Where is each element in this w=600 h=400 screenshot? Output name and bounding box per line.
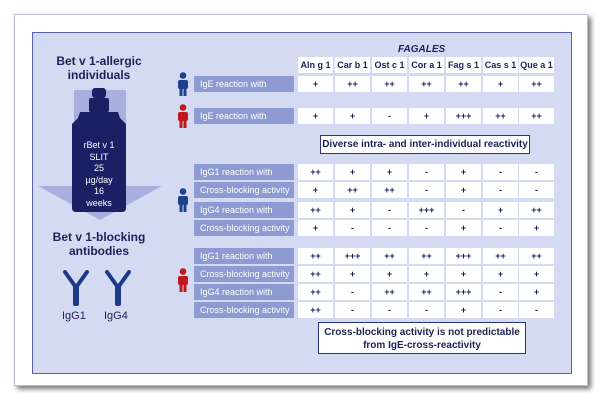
person-blue-icon [176,188,190,212]
table-cell: - [519,164,554,180]
column-header: Fag s 1 [446,57,481,73]
table-cell: ++ [446,76,481,92]
table-cell: + [409,266,444,282]
igg4-label: IgG4 [104,310,128,322]
table-cell: + [335,164,370,180]
row-label: Cross-blocking activity [194,266,294,282]
blocking-antibodies-title [40,230,158,258]
table-cell: + [335,108,370,124]
column-header: Cas s 1 [483,57,518,73]
vial-line: weeks [86,197,112,208]
igg1-label: IgG1 [62,310,86,322]
table-cell: ++ [409,76,444,92]
row-label: Cross-blocking activity [194,302,294,318]
table-cell: - [335,284,370,300]
table-cell: ++ [519,108,554,124]
row-label: IgE reaction with [194,76,294,92]
table-cell: - [483,284,518,300]
table-cell: + [446,182,481,198]
table-cell: + [298,220,333,236]
table-cell: ++ [372,248,407,264]
table-cell: - [372,302,407,318]
allergic-individuals-title [46,54,152,82]
table-cell: + [519,220,554,236]
table-cell: - [372,108,407,124]
table-cell: + [483,202,518,218]
fagales-label: FAGALES [398,44,446,55]
table-cell: - [409,164,444,180]
table-cell: + [372,164,407,180]
table-cell: - [335,302,370,318]
vial-label [70,140,128,209]
result-line-2: antibodies [68,244,129,258]
row-label: IgG1 reaction with [194,164,294,180]
table-cell: - [372,220,407,236]
table-cell: + [519,284,554,300]
table-cell: ++ [519,248,554,264]
row-label: IgE reaction with [194,108,294,124]
table-cell: ++ [298,202,333,218]
table-cell: ++ [519,202,554,218]
column-header: Que a 1 [519,57,554,73]
table-cell: ++ [483,248,518,264]
table-cell: + [446,220,481,236]
table-cell: + [409,108,444,124]
igg4-antibody-icon [104,270,134,306]
cross-note-line-1: Cross-blocking activity is not predictable [324,327,520,338]
table-cell: - [483,220,518,236]
table-cell: + [298,182,333,198]
table-cell: - [409,182,444,198]
vial-line: SLIT [89,151,109,162]
column-header: Ost c 1 [372,57,407,73]
table-cell: ++ [298,284,333,300]
vial-line: 16 [93,186,104,196]
table-cell: + [298,76,333,92]
diverse-reactivity-note: Diverse intra- and inter-individual reactivity [320,135,530,154]
table-cell: - [483,164,518,180]
table-cell: +++ [409,202,444,218]
title-line-1: Bet v 1-allergic [56,54,142,68]
table-cell: - [409,302,444,318]
row-label: IgG1 reaction with [194,248,294,264]
result-line-1: Bet v 1-blocking [52,230,146,244]
table-cell: - [335,220,370,236]
table-cell: - [446,202,481,218]
cross-blocking-note [318,322,526,354]
table-cell: ++ [372,76,407,92]
column-header: Car b 1 [335,57,370,73]
title-line-2: individuals [67,68,131,82]
table-cell: + [372,266,407,282]
table-cell: ++ [409,284,444,300]
table-cell: ++ [298,248,333,264]
person-red-icon [176,268,190,292]
table-cell: ++ [409,248,444,264]
table-cell: - [519,302,554,318]
row-label: IgG4 reaction with [194,202,294,218]
table-cell: ++ [372,182,407,198]
table-cell: +++ [446,248,481,264]
table-cell: + [446,266,481,282]
table-cell: +++ [335,248,370,264]
table-cell: +++ [446,284,481,300]
table-cell: + [483,76,518,92]
table-cell: + [519,266,554,282]
table-cell: ++ [372,284,407,300]
column-header: Aln g 1 [298,57,333,73]
cross-note-line-2: from IgE-cross-reactivity [363,340,481,351]
table-cell: +++ [446,108,481,124]
vial-line: rBet v 1 [83,140,115,150]
row-label: Cross-blocking activity [194,182,294,198]
table-cell: ++ [298,302,333,318]
table-cell: ++ [298,266,333,282]
table-cell: ++ [519,76,554,92]
person-red-icon [176,104,190,128]
vial-line: µg/day [85,174,113,185]
table-cell: ++ [335,76,370,92]
row-label: Cross-blocking activity [194,220,294,236]
table-cell: + [335,266,370,282]
table-cell: - [409,220,444,236]
row-label: IgG4 reaction with [194,284,294,300]
table-cell: ++ [298,164,333,180]
table-cell: + [446,302,481,318]
table-cell: + [483,266,518,282]
table-cell: + [446,164,481,180]
table-cell: + [335,202,370,218]
table-cell: ++ [483,108,518,124]
table-cell: ++ [335,182,370,198]
column-header: Cor a 1 [409,57,444,73]
table-cell: - [483,302,518,318]
table-cell: - [372,202,407,218]
vial-line: 25 [93,163,104,173]
table-cell: + [298,108,333,124]
igg1-antibody-icon [62,270,92,306]
table-cell: - [519,182,554,198]
person-blue-icon [176,72,190,96]
table-cell: - [483,182,518,198]
